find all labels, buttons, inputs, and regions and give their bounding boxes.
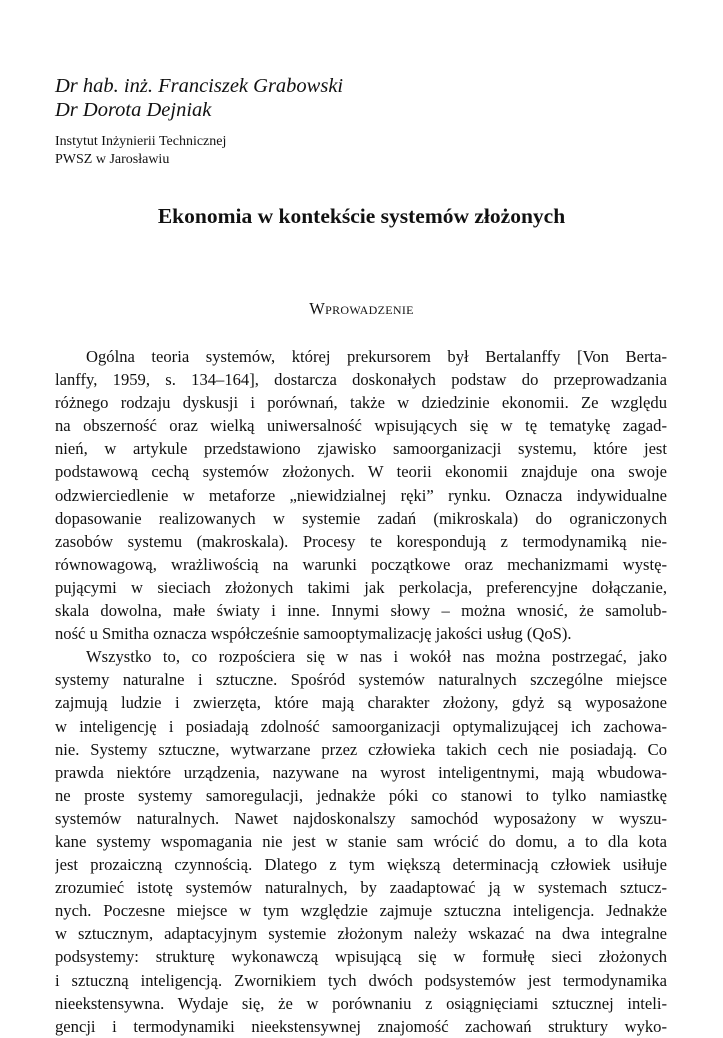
text-line: nie. Systemy sztuczne, wytwarzane przez człowieka takich cech nie posiadają. Co: [55, 739, 667, 759]
paragraph: [55, 645, 667, 1038]
text-line: ność u Smitha oznacza współcześnie samooptymalizację jakości usług (QoS).: [55, 624, 572, 644]
text-line: w inteligencję i posiadają zdolność samoorganizacji optymalizującej ich zachowa-: [55, 716, 667, 736]
text-line: równowagową, wrażliwością na warunki początkowe oraz mechanizmami wystę-: [55, 554, 667, 574]
affiliation-institute: Instytut Inżynierii Technicznej: [55, 134, 227, 149]
text-line: podsystemy: strukturę wykonawczą wpisującą się w formułę sieci złożonych: [55, 947, 667, 967]
text-line: na obszerność oraz wielką uniwersalność wpisujących się w tę tematykę zagad-: [55, 416, 667, 436]
affiliation: [55, 133, 226, 169]
body-text: [55, 345, 667, 1038]
text-line: i sztuczną inteligencją. Zwornikiem tych dwóch podsystemów jest termodynamika: [55, 970, 667, 990]
text-line: w sztucznym, adaptacyjnym systemie złożonym należy wskazać na dwa integralne: [55, 924, 667, 944]
text-line: Ogólna teoria systemów, której prekursorem był Bertalanffy [Von Berta-: [86, 347, 667, 366]
text-line: zrozumieć istotę systemów naturalnych, by zaadaptować ją w systemach sztucz-: [55, 878, 667, 898]
text-line: pującymi w sieciach złożonych takimi jak perkolacja, preferencyjne dołączanie,: [55, 577, 667, 597]
text-line: Wszystko to, co rozpościera się w nas i wokół nas można postrzegać, jako: [86, 647, 667, 667]
paragraph: [55, 345, 667, 645]
text-line: kane systemy wspomagania nie jest w stanie sam wrócić do domu, a to dla kota: [55, 831, 667, 851]
text-line: lanffy, 1959, s. 134–164], dostarcza doskonałych podstaw do przeprowadzania: [55, 370, 667, 390]
text-line: nych. Poczesne miejsce w tym względzie zajmuje sztuczna inteligencja. Jednakże: [55, 901, 667, 921]
author-name: Dr hab. inż. Franciszek Grabowski: [55, 75, 344, 97]
text-line: ne proste systemy samoregulacji, jednakże póki co stanowi to tylko namiastkę: [55, 785, 667, 805]
text-line: dopasowanie realizowanych w systemie zadań (mikroskala) do ograniczonych: [55, 508, 667, 528]
text-line: zajmują ludzie i zwierzęta, które mają charakter złożony, gdyż są wyposażone: [55, 693, 667, 713]
affiliation-school: PWSZ w Jarosławiu: [55, 152, 170, 167]
text-line: podstawową cechą systemów złożonych. W teorii ekonomii znajduje ona swoje: [55, 462, 667, 482]
section-heading: Wprowadzenie: [309, 299, 414, 318]
author-name: Dr Dorota Dejniak: [55, 99, 212, 121]
text-line: różnego rodzaju dyskusji i porównań, także w dziedzinie ekonomii. Ze względu: [55, 393, 667, 413]
text-line: zasobów systemu (makroskala). Procesy te korespondują z termodynamiką nie-: [55, 531, 667, 551]
text-line: systemów naturalnych. Nawet najdoskonalszy samochód wyposażony w wyszu-: [55, 808, 667, 828]
text-line: nieekstensywna. Wydaje się, że w porównaniu z osiągnięciami sztucznej inteli-: [55, 993, 667, 1013]
text-line: prawda niektóre urządzenia, nazywane na wyrost inteligentnymi, mają wbudowa-: [55, 762, 667, 782]
text-line: nień, w artykule przedstawiono zjawisko samoorganizacji systemu, które jest: [55, 439, 667, 459]
paper-title: Ekonomia w kontekście systemów złożonych: [157, 204, 566, 228]
text-line: skala dowolna, małe światy i inne. Innymi słowy – można wnosić, że samolub-: [55, 601, 667, 621]
text-line: systemy naturalne i sztuczne. Spośród systemów naturalnych szczególne miejsce: [55, 670, 667, 690]
author-list: [55, 74, 343, 122]
text-line: gencji i termodynamiki nieekstensywnej znajomość zachowań struktury wyko-: [55, 1016, 667, 1036]
text-line: jest prozaiczną czynnością. Dlatego z tym większą determinacją człowiek usiłuje: [55, 855, 667, 875]
text-line: odzwierciedlenie w metaforze „niewidzialnej ręki” rynku. Oznacza indywidualne: [55, 485, 667, 505]
